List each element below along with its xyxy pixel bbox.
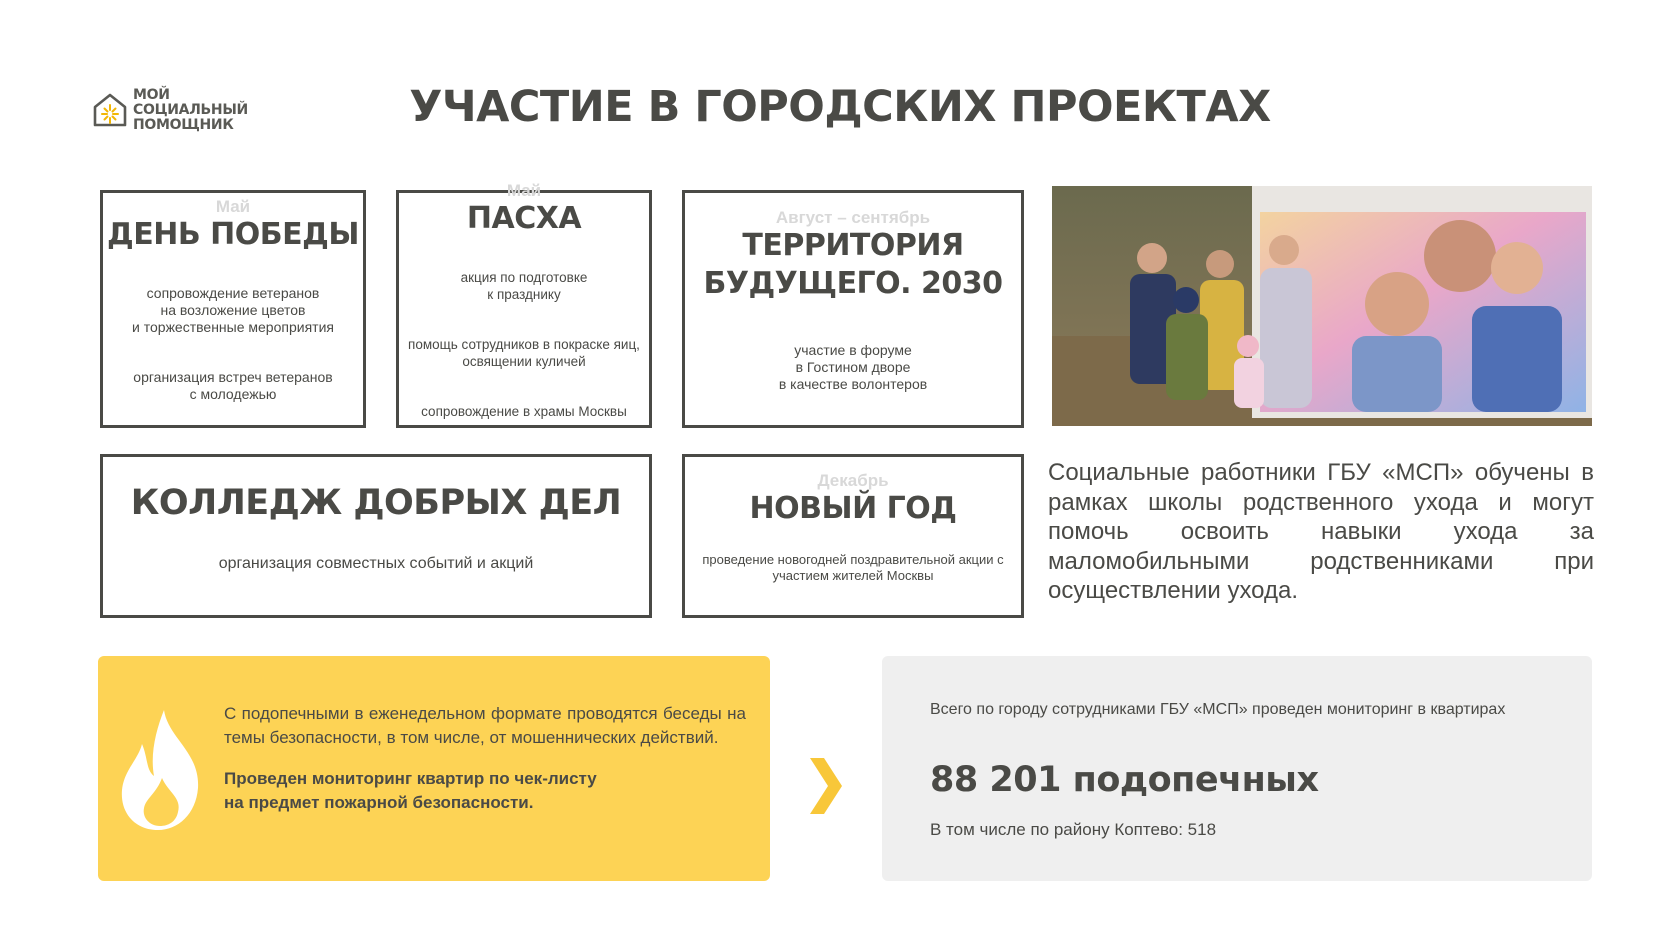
card-title: ПАСХА [466, 200, 582, 236]
monitoring-district: В том числе по району Коптево: 518 [930, 820, 1217, 839]
card-easter [396, 180, 652, 428]
logo-wordmark [133, 88, 272, 133]
fire-safety-paragraph: С подопечными в еженедельном формате проводятся беседы на темы безопасности, в том числе, от мошеннических действий. [224, 704, 746, 747]
fire-safety-text [224, 702, 746, 814]
logo-line-2: ПОМОЩНИК [133, 116, 234, 133]
card-body-line: организация совместных событий и акций [218, 554, 534, 572]
card-victory-day [100, 190, 366, 428]
monitoring-total: 88 201 подопечных [930, 760, 1319, 800]
card-body-line: проведение новогодней поздравительной акции с участием жителей Москвы [702, 552, 1004, 583]
card-body-line: участие в форуме в Гостином дворе в качестве волонтеров [778, 341, 928, 392]
card-body-line: сопровождение ветеранов на возложение цветов и торжественные мероприятия [132, 285, 334, 335]
side-description: Социальные работники ГБУ «МСП» обучены в рамках школы родственного ухода и могут помочь освоить навыки ухода за маломобильными родственниками при осуществлении ухода. [1048, 459, 1594, 604]
card-date: Май [506, 180, 542, 200]
card-date: Август – сентябрь [775, 207, 931, 227]
card-body-line: сопровождение в храмы Москвы [421, 403, 627, 419]
card-new-year [682, 454, 1024, 618]
page-title: УЧАСТИЕ В ГОРОДСКИХ ПРОЕКТАХ [409, 82, 1271, 132]
card-body [408, 252, 640, 437]
monitoring-lead: Всего по городу сотрудниками ГБУ «МСП» проведен мониторинг в квартирах [930, 701, 1506, 718]
card-body [219, 538, 534, 589]
logo-line-1: МОЙ СОЦИАЛЬНЫЙ [133, 86, 248, 118]
card-body [779, 325, 927, 410]
card-date: Декабрь [817, 471, 889, 490]
brand-logo [92, 86, 272, 133]
chevron-right-icon [808, 756, 844, 816]
card-body [132, 268, 334, 420]
event-photo [1052, 186, 1592, 426]
card-body-line: акция по подготовке к празднику [460, 269, 588, 302]
card-college-good-deeds [100, 454, 652, 618]
fire-icon [118, 708, 202, 832]
house-sun-icon [92, 91, 128, 129]
card-title: ДЕНЬ ПОБЕДЫ [107, 217, 359, 252]
card-body [702, 536, 1003, 600]
card-body-line: организация встреч ветеранов с молодежью [133, 369, 333, 402]
card-body-line: помощь сотрудников в покраске яиц, освящении куличей [408, 336, 640, 369]
card-date: Май [215, 197, 251, 216]
card-title: НОВЫЙ ГОД [749, 491, 957, 526]
card-title: КОЛЛЕДЖ ДОБРЫХ ДЕЛ [130, 482, 622, 523]
fire-safety-bold: Проведен мониторинг квартир по чек-листу на предмет пожарной безопасности. [224, 769, 597, 812]
card-title: ТЕРРИТОРИЯ БУДУЩЕГО. 2030 [703, 227, 1003, 301]
card-territory-future [682, 190, 1024, 428]
photo-illustration [1052, 186, 1592, 426]
